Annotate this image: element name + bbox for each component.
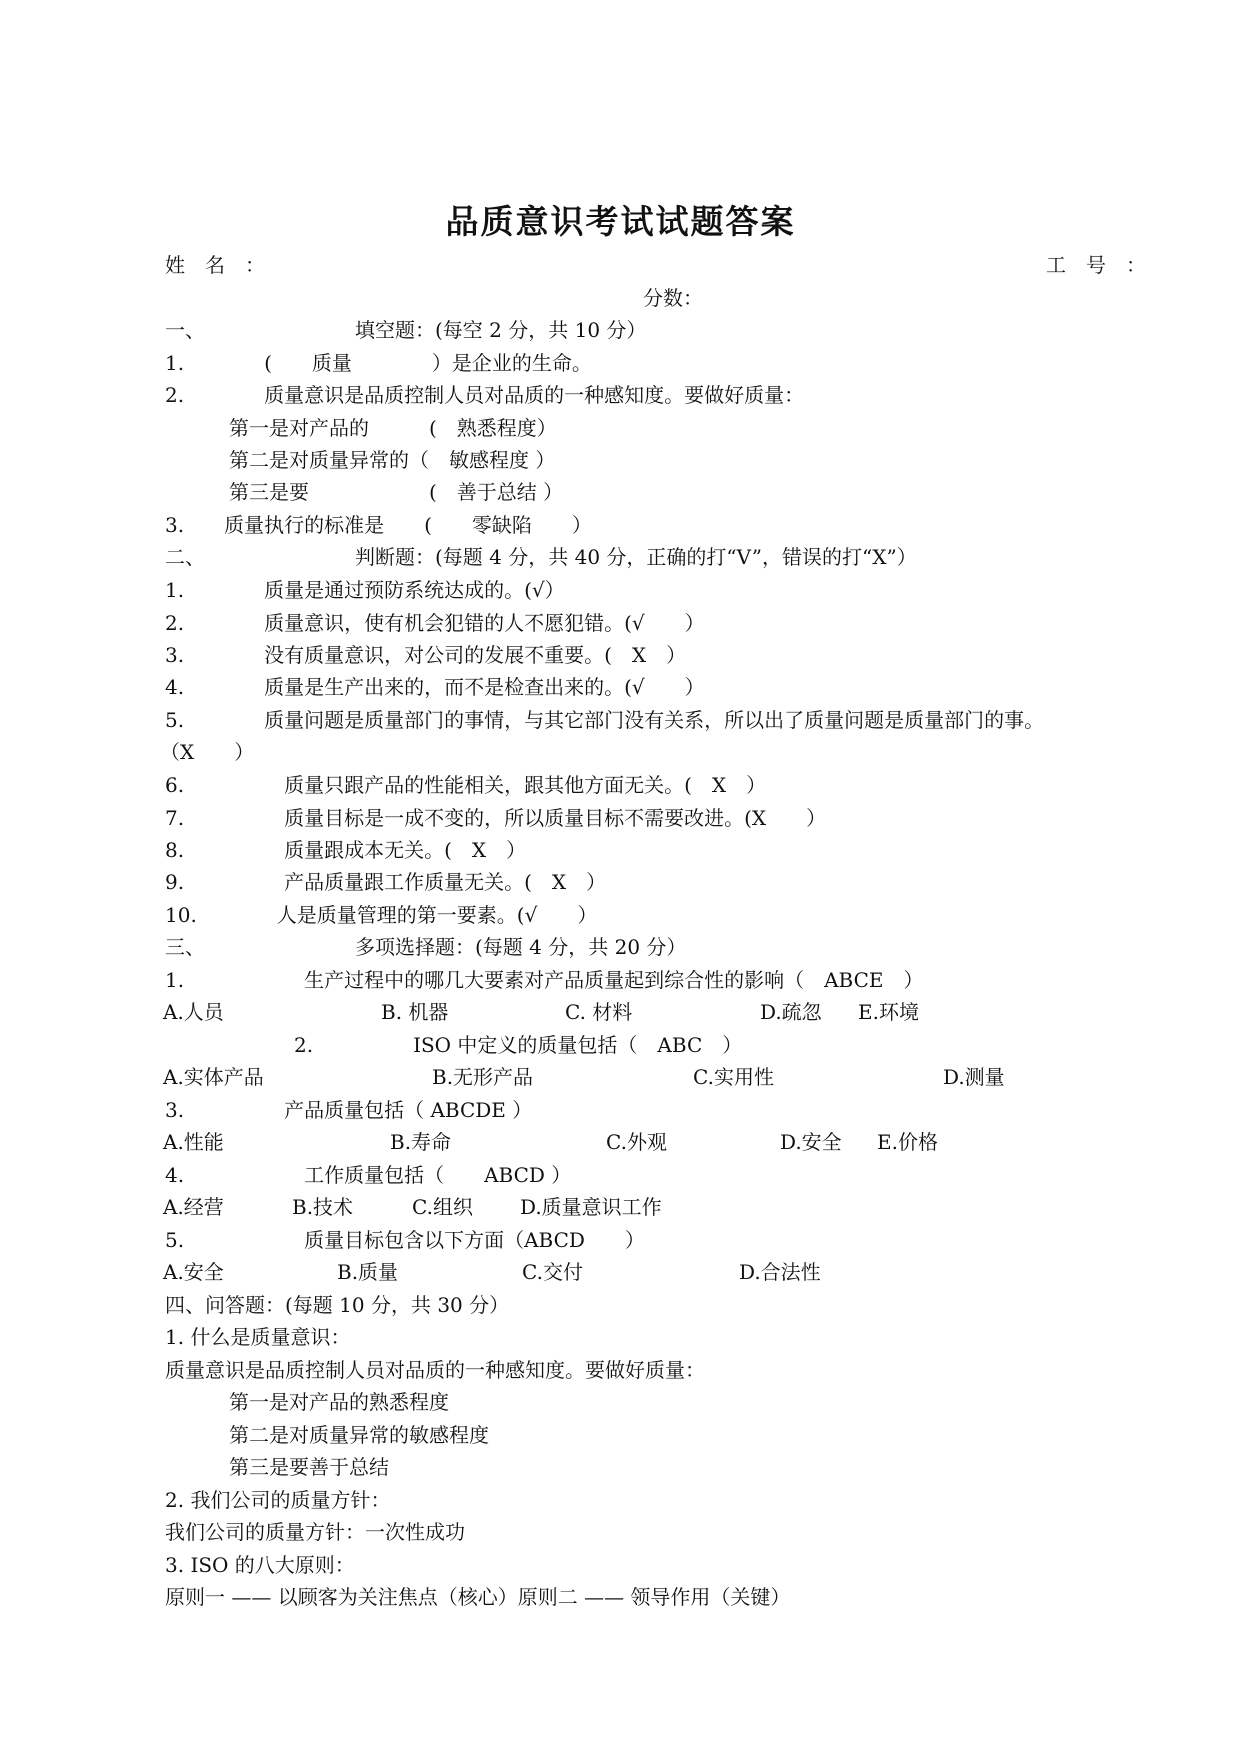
employee-id-label: 工 号 ： bbox=[1046, 253, 1146, 277]
score-label: 分数： bbox=[643, 286, 703, 310]
s3-q1-option: D.疏忽 bbox=[760, 1000, 822, 1024]
s3-question-2: 2. ISO 中定义的质量包括（ ABC ） bbox=[294, 1033, 743, 1057]
s2-item: 9. 产品质量跟工作质量无关。( X ） bbox=[165, 870, 607, 894]
s4-answer-3: 原则一 —— 以顾客为关注焦点（核心）原则二 —— 领导作用（关键） bbox=[165, 1585, 791, 1609]
s3-q1-option: A.人员 bbox=[163, 1000, 224, 1024]
s2-item: 8. 质量跟成本无关。( X ） bbox=[165, 838, 527, 862]
s4-question-3: 3. ISO 的八大原则： bbox=[165, 1553, 355, 1577]
s3-q2-option: B.无形产品 bbox=[432, 1065, 534, 1089]
s3-question-4: 4. 工作质量包括（ ABCD ） bbox=[165, 1163, 572, 1187]
s3-question-3: 3. 产品质量包括（ ABCDE ） bbox=[165, 1098, 533, 1122]
s1-question-3: 3. 质量执行的标准是 ( 零缺陷 ） bbox=[165, 513, 592, 537]
section3-heading: 三、 多项选择题：(每题 4 分，共 20 分） bbox=[165, 935, 687, 959]
s3-q1-option: E.环境 bbox=[858, 1000, 919, 1024]
s3-q3-option: B.寿命 bbox=[390, 1130, 452, 1154]
s2-item: 3. 没有质量意识，对公司的发展不重要。( X ） bbox=[165, 643, 687, 667]
s3-q3-option: D.安全 bbox=[780, 1130, 842, 1154]
section1-heading: 一、 填空题：(每空 2 分，共 10 分） bbox=[165, 318, 647, 342]
s2-item: 1. 质量是通过预防系统达成的。(√） bbox=[165, 578, 565, 602]
s4-answer-1-point: 第一是对产品的熟悉程度 bbox=[229, 1390, 449, 1414]
s1-question-2: 2. 质量意识是品质控制人员对品质的一种感知度。要做好质量： bbox=[165, 383, 805, 407]
s2-item: 6. 质量只跟产品的性能相关，跟其他方面无关。( X ） bbox=[165, 773, 767, 797]
s2-item: 5. 质量问题是质量部门的事情，与其它部门没有关系，所以出了质量问题是质量部门的事。 bbox=[165, 708, 1045, 732]
s3-q4-option: A.经营 bbox=[163, 1195, 224, 1219]
s2-item-continuation: （X ） bbox=[160, 740, 255, 764]
s3-q5-option: D.合法性 bbox=[739, 1260, 821, 1284]
s3-question-1: 1. 生产过程中的哪几大要素对产品质量起到综合性的影响（ ABCE ） bbox=[165, 968, 924, 992]
s3-q2-option: A.实体产品 bbox=[163, 1065, 264, 1089]
s2-item: 7. 质量目标是一成不变的，所以质量目标不需要改进。(X ） bbox=[165, 806, 827, 830]
s3-q2-option: C.实用性 bbox=[693, 1065, 774, 1089]
s2-item: 4. 质量是生产出来的，而不是检查出来的。(√ ） bbox=[165, 675, 705, 699]
s2-item: 10. 人是质量管理的第一要素。(√ ） bbox=[165, 903, 598, 927]
s3-q3-option: A.性能 bbox=[163, 1130, 224, 1154]
s4-answer-2: 我们公司的质量方针：一次性成功 bbox=[165, 1520, 465, 1544]
s3-q4-option: B.技术 bbox=[292, 1195, 354, 1219]
s3-q3-option: C.外观 bbox=[606, 1130, 667, 1154]
s3-q5-option: B.质量 bbox=[337, 1260, 399, 1284]
s1-question-1: 1. ( 质量 ）是企业的生命。 bbox=[165, 351, 592, 375]
s1-q2-answer-2: 第二是对质量异常的（ 敏感程度 ） bbox=[229, 448, 556, 472]
s3-q5-option: C.交付 bbox=[522, 1260, 583, 1284]
s1-q2-answer-3: 第三是要 ( 善于总结 ） bbox=[229, 480, 564, 504]
s3-q4-option: C.组织 bbox=[412, 1195, 473, 1219]
s3-q2-option: D.测量 bbox=[943, 1065, 1005, 1089]
s4-answer-1: 质量意识是品质控制人员对品质的一种感知度。要做好质量： bbox=[165, 1358, 705, 1382]
page-title: 品质意识考试试题答案 bbox=[445, 202, 796, 241]
section2-heading: 二、 判断题：(每题 4 分，共 40 分，正确的打“V”，错误的打“X”） bbox=[165, 545, 917, 569]
s3-q1-option: B. 机器 bbox=[381, 1000, 449, 1024]
s3-q3-option: E.价格 bbox=[877, 1130, 938, 1154]
s3-q5-option: A.安全 bbox=[163, 1260, 224, 1284]
s3-q4-option: D.质量意识工作 bbox=[520, 1195, 662, 1219]
name-label: 姓 名 ： bbox=[165, 253, 265, 277]
s3-q1-option: C. 材料 bbox=[565, 1000, 633, 1024]
s2-item: 2. 质量意识，使有机会犯错的人不愿犯错。(√ ） bbox=[165, 611, 705, 635]
s4-question-1: 1. 什么是质量意识： bbox=[165, 1325, 351, 1349]
s4-answer-1-point: 第三是要善于总结 bbox=[229, 1455, 389, 1479]
section4-heading: 四、问答题：(每题 10 分，共 30 分） bbox=[165, 1293, 510, 1317]
s4-answer-1-point: 第二是对质量异常的敏感程度 bbox=[229, 1423, 489, 1447]
s4-question-2: 2. 我们公司的质量方针： bbox=[165, 1488, 391, 1512]
s3-question-5: 5. 质量目标包含以下方面（ABCD ） bbox=[165, 1228, 645, 1252]
s1-q2-answer-1: 第一是对产品的 ( 熟悉程度） bbox=[229, 416, 557, 440]
